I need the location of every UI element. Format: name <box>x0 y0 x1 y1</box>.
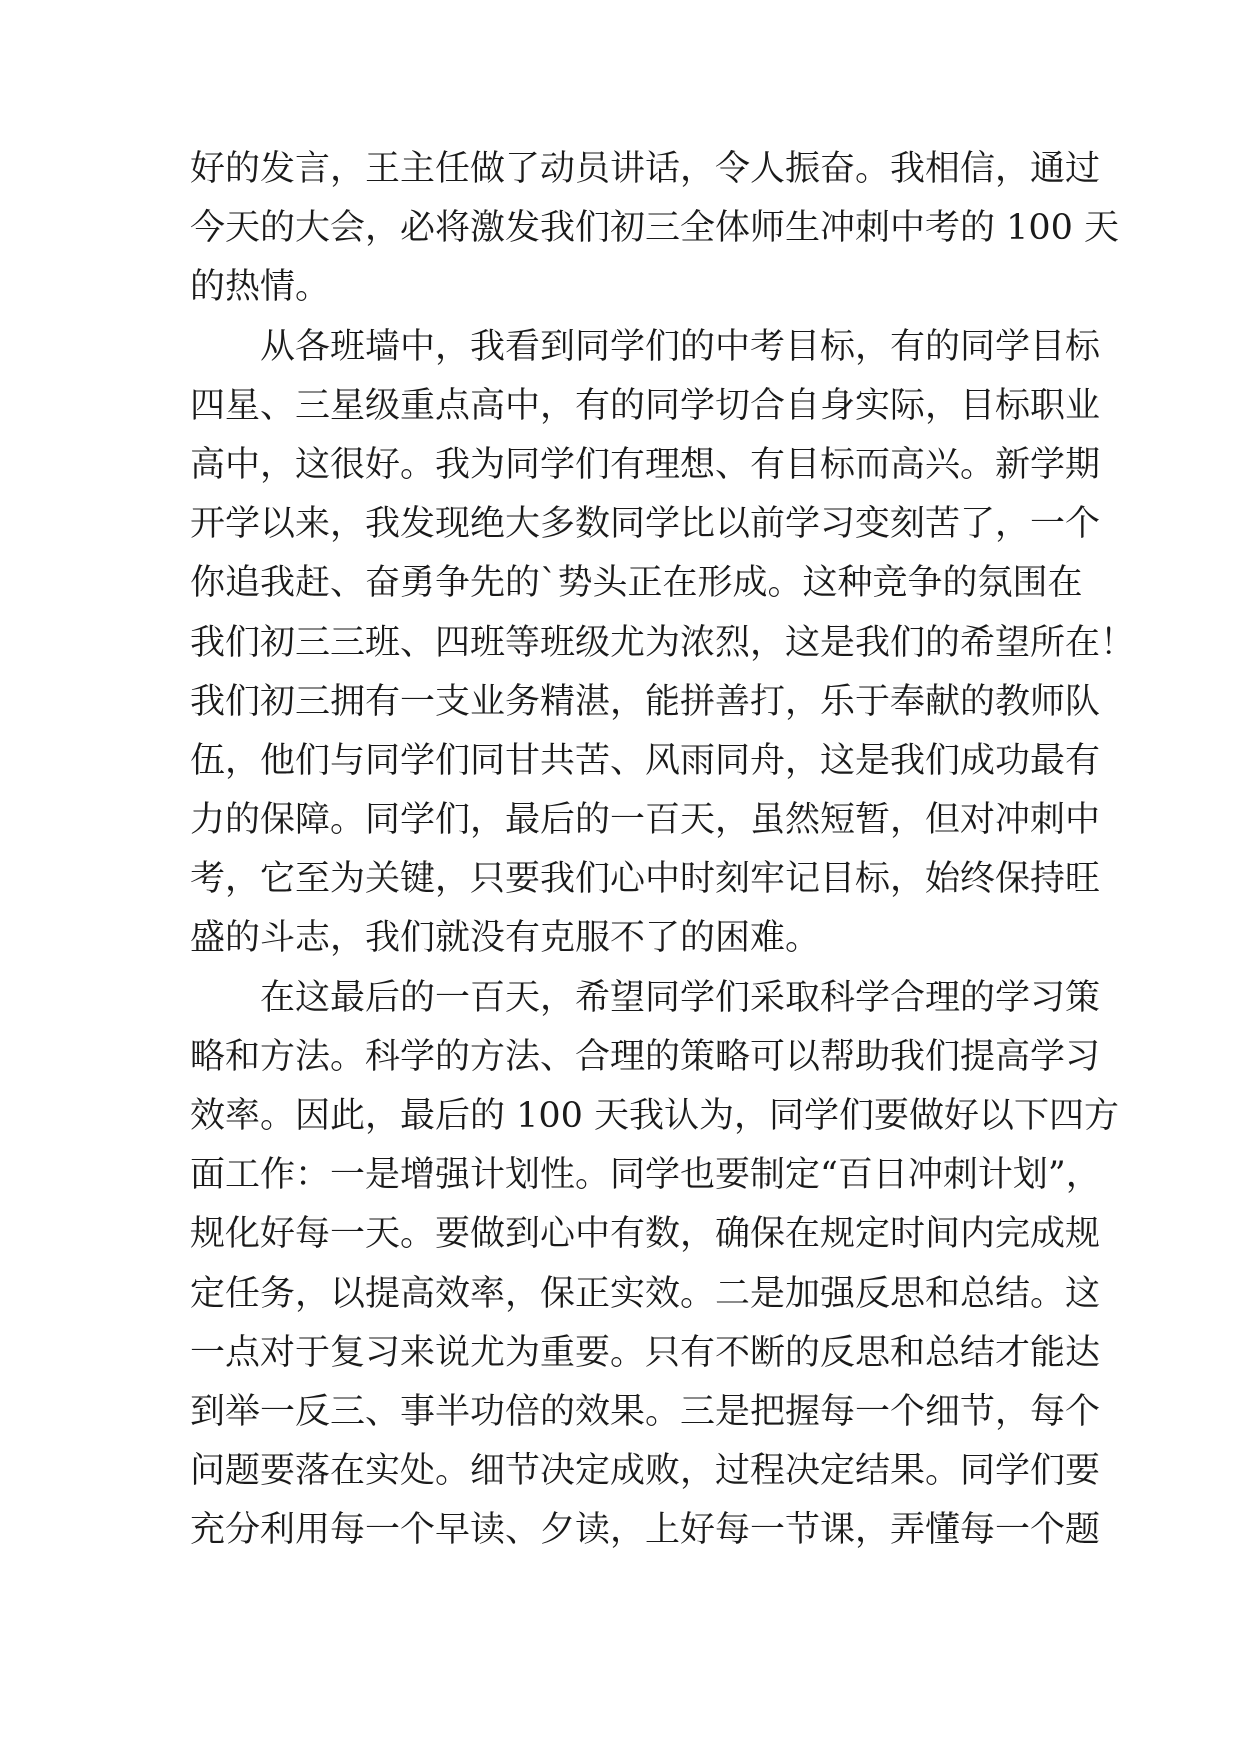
text-line: 规化好每一天。要做到心中有数，确保在规定时间内完成规 <box>190 1214 1101 1255</box>
text-line: 四星、三星级重点高中，有的同学切合自身实际，目标职业 <box>190 385 1101 426</box>
text-line: 在这最后的一百天，希望同学们采取科学合理的学习策 <box>260 977 1101 1018</box>
text-line: 好的发言，王主任做了动员讲话，令人振奋。我相信，通过 <box>190 149 1101 189</box>
text-line: 问题要落在实处。细节决定成败，过程决定结果。同学们要 <box>190 1451 1101 1492</box>
text-line: 我们初三拥有一支业务精湛，能拼善打，乐于奉献的教师队 <box>190 681 1101 722</box>
body-text <box>190 140 1136 1561</box>
text-line: 今天的大会，必将激发我们初三全体师生冲刺中考的 100 天 <box>190 208 1120 249</box>
text-line: 力的保障。同学们，最后的一百天，虽然短暂，但对冲刺中 <box>190 800 1101 841</box>
text-line: 略和方法。科学的方法、合理的策略可以帮助我们提高学习 <box>190 1036 1101 1077</box>
text-line: 我们初三三班、四班等班级尤为浓烈，这是我们的希望所在！ <box>190 622 1136 663</box>
text-line: 高中，这很好。我为同学们有理想、有目标而高兴。新学期 <box>190 444 1101 485</box>
text-line: 效率。因此，最后的 100 天我认为，同学们要做好以下四方 <box>190 1096 1120 1136</box>
text-line: 你追我赶、奋勇争先的`势头正在形成。这种竞争的氛围在 <box>190 563 1083 604</box>
text-line: 一点对于复习来说尤为重要。只有不断的反思和总结才能达 <box>190 1332 1101 1373</box>
text-line: 面工作：一是增强计划性。同学也要制定“百日冲刺计划”， <box>190 1155 1101 1196</box>
text-line: 的热情。 <box>190 267 331 308</box>
text-line: 从各班墙中，我看到同学们的中考目标，有的同学目标 <box>260 326 1101 367</box>
text-line: 伍，他们与同学们同甘共苦、风雨同舟，这是我们成功最有 <box>190 740 1101 781</box>
text-line: 到举一反三、事半功倍的效果。三是把握每一个细节，每个 <box>190 1391 1101 1432</box>
text-line: 考，它至为关键，只要我们心中时刻牢记目标，始终保持旺 <box>190 859 1101 900</box>
text-line: 开学以来，我发现绝大多数同学比以前学习变刻苦了，一个 <box>190 504 1101 545</box>
text-line: 盛的斗志，我们就没有克服不了的困难。 <box>190 918 821 959</box>
text-line: 充分利用每一个早读、夕读，上好每一节课，弄懂每一个题 <box>190 1510 1101 1551</box>
text-line: 定任务，以提高效率，保正实效。二是加强反思和总结。这 <box>190 1273 1101 1314</box>
